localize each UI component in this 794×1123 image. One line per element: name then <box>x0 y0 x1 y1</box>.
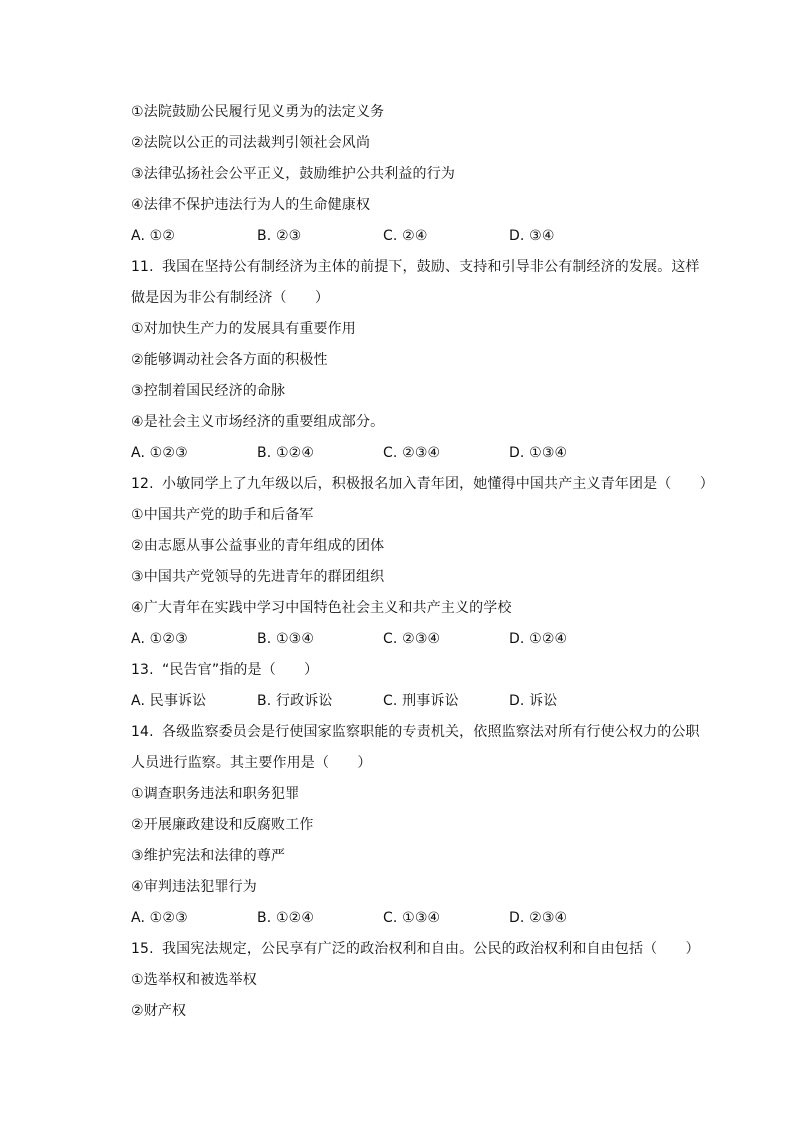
option-line: ④广大青年在实践中学习中国特色社会主义和共产主义的学校 <box>131 600 512 616</box>
option-line: ③法律弘扬社会公平正义，鼓励维护公共利益的行为 <box>131 166 455 182</box>
answer-choices <box>131 438 701 469</box>
choice-b: B. ①②④ <box>257 445 315 461</box>
question-number: 12. <box>131 476 154 492</box>
question-text: 我国宪法规定，公民享有广泛的政治权利和自由。公民的政治权利和自由包括（ ） <box>162 941 700 957</box>
answer-choices <box>131 903 701 934</box>
choice-c: C. ①③④ <box>383 910 441 926</box>
option-line: ②财产权 <box>131 1003 187 1019</box>
choice-d: D. 诉讼 <box>509 693 558 709</box>
question-number: 14. <box>131 724 154 740</box>
choice-a: A. ①②③ <box>131 631 188 647</box>
choice-d: D. ①②④ <box>509 631 568 647</box>
choice-d: D. ②③④ <box>509 910 568 926</box>
answer-choices <box>131 686 701 717</box>
question-text: 我国在坚持公有制经济为主体的前提下，鼓励、支持和引导非公有制经济的发展。这样 <box>162 259 700 275</box>
option-line: ②开展廉政建设和反腐败工作 <box>131 817 314 833</box>
answer-choices <box>131 624 701 655</box>
option-line: ①选举权和被选举权 <box>131 972 257 988</box>
choice-a: A. ①②③ <box>131 445 188 461</box>
question-stem <box>131 469 714 500</box>
question-number: 13. <box>131 662 154 678</box>
question-stem <box>131 655 701 686</box>
question-stem-continued: 做是因为非公有制经济（ ） <box>131 290 330 306</box>
choice-a: A. ①②③ <box>131 910 188 926</box>
option-line: ③中国共产党领导的先进青年的群团组织 <box>131 569 385 585</box>
question-stem <box>131 252 701 283</box>
option-line: ③维护宪法和法律的尊严 <box>131 848 286 864</box>
option-line: ③控制着国民经济的命脉 <box>131 383 286 399</box>
choice-b: B. ①②④ <box>257 910 315 926</box>
question-number: 15. <box>131 941 154 957</box>
choice-a: A. 民事诉讼 <box>131 693 207 709</box>
choice-b: B. ①③④ <box>257 631 315 647</box>
choice-c: C. ②③④ <box>383 631 441 647</box>
option-line: ②由志愿从事公益事业的青年组成的团体 <box>131 538 385 554</box>
question-stem-continued: 人员进行监察。其主要作用是（ ） <box>131 755 372 771</box>
option-line: ②能够调动社会各方面的积极性 <box>131 352 328 368</box>
option-line: ④是社会主义市场经济的重要组成部分。 <box>131 414 385 430</box>
option-line: ④法律不保护违法行为人的生命健康权 <box>131 197 371 213</box>
choice-c: C. ②④ <box>383 228 428 244</box>
option-line: ①法院鼓励公民履行见义勇为的法定义务 <box>131 104 385 120</box>
option-line: ①调查职务违法和职务犯罪 <box>131 786 300 802</box>
choice-c: C. ②③④ <box>383 445 441 461</box>
option-line: ②法院以公正的司法裁判引领社会风尚 <box>131 135 371 151</box>
question-stem <box>131 934 701 965</box>
option-line: ④审判违法犯罪行为 <box>131 879 257 895</box>
choice-d: D. ①③④ <box>509 445 568 461</box>
choice-a: A. ①② <box>131 228 176 244</box>
choice-b: B. 行政诉讼 <box>257 693 333 709</box>
choice-c: C. 刑事诉讼 <box>383 693 459 709</box>
choice-d: D. ③④ <box>509 228 555 244</box>
question-text: 各级监察委员会是行使国家监察职能的专责机关，依照监察法对所有行使公权力的公职 <box>162 724 700 740</box>
question-text: 小敏同学上了九年级以后，积极报名加入青年团，她懂得中国共产主义青年团是（ ） <box>162 476 714 492</box>
question-list <box>131 97 714 1027</box>
question-text: “民告官”指的是（ ） <box>162 662 319 678</box>
question-number: 11. <box>131 259 154 275</box>
question-stem <box>131 717 701 748</box>
option-line: ①中国共产党的助手和后备军 <box>131 507 314 523</box>
choice-b: B. ②③ <box>257 228 302 244</box>
answer-choices <box>131 221 701 252</box>
option-line: ①对加快生产力的发展具有重要作用 <box>131 321 356 337</box>
